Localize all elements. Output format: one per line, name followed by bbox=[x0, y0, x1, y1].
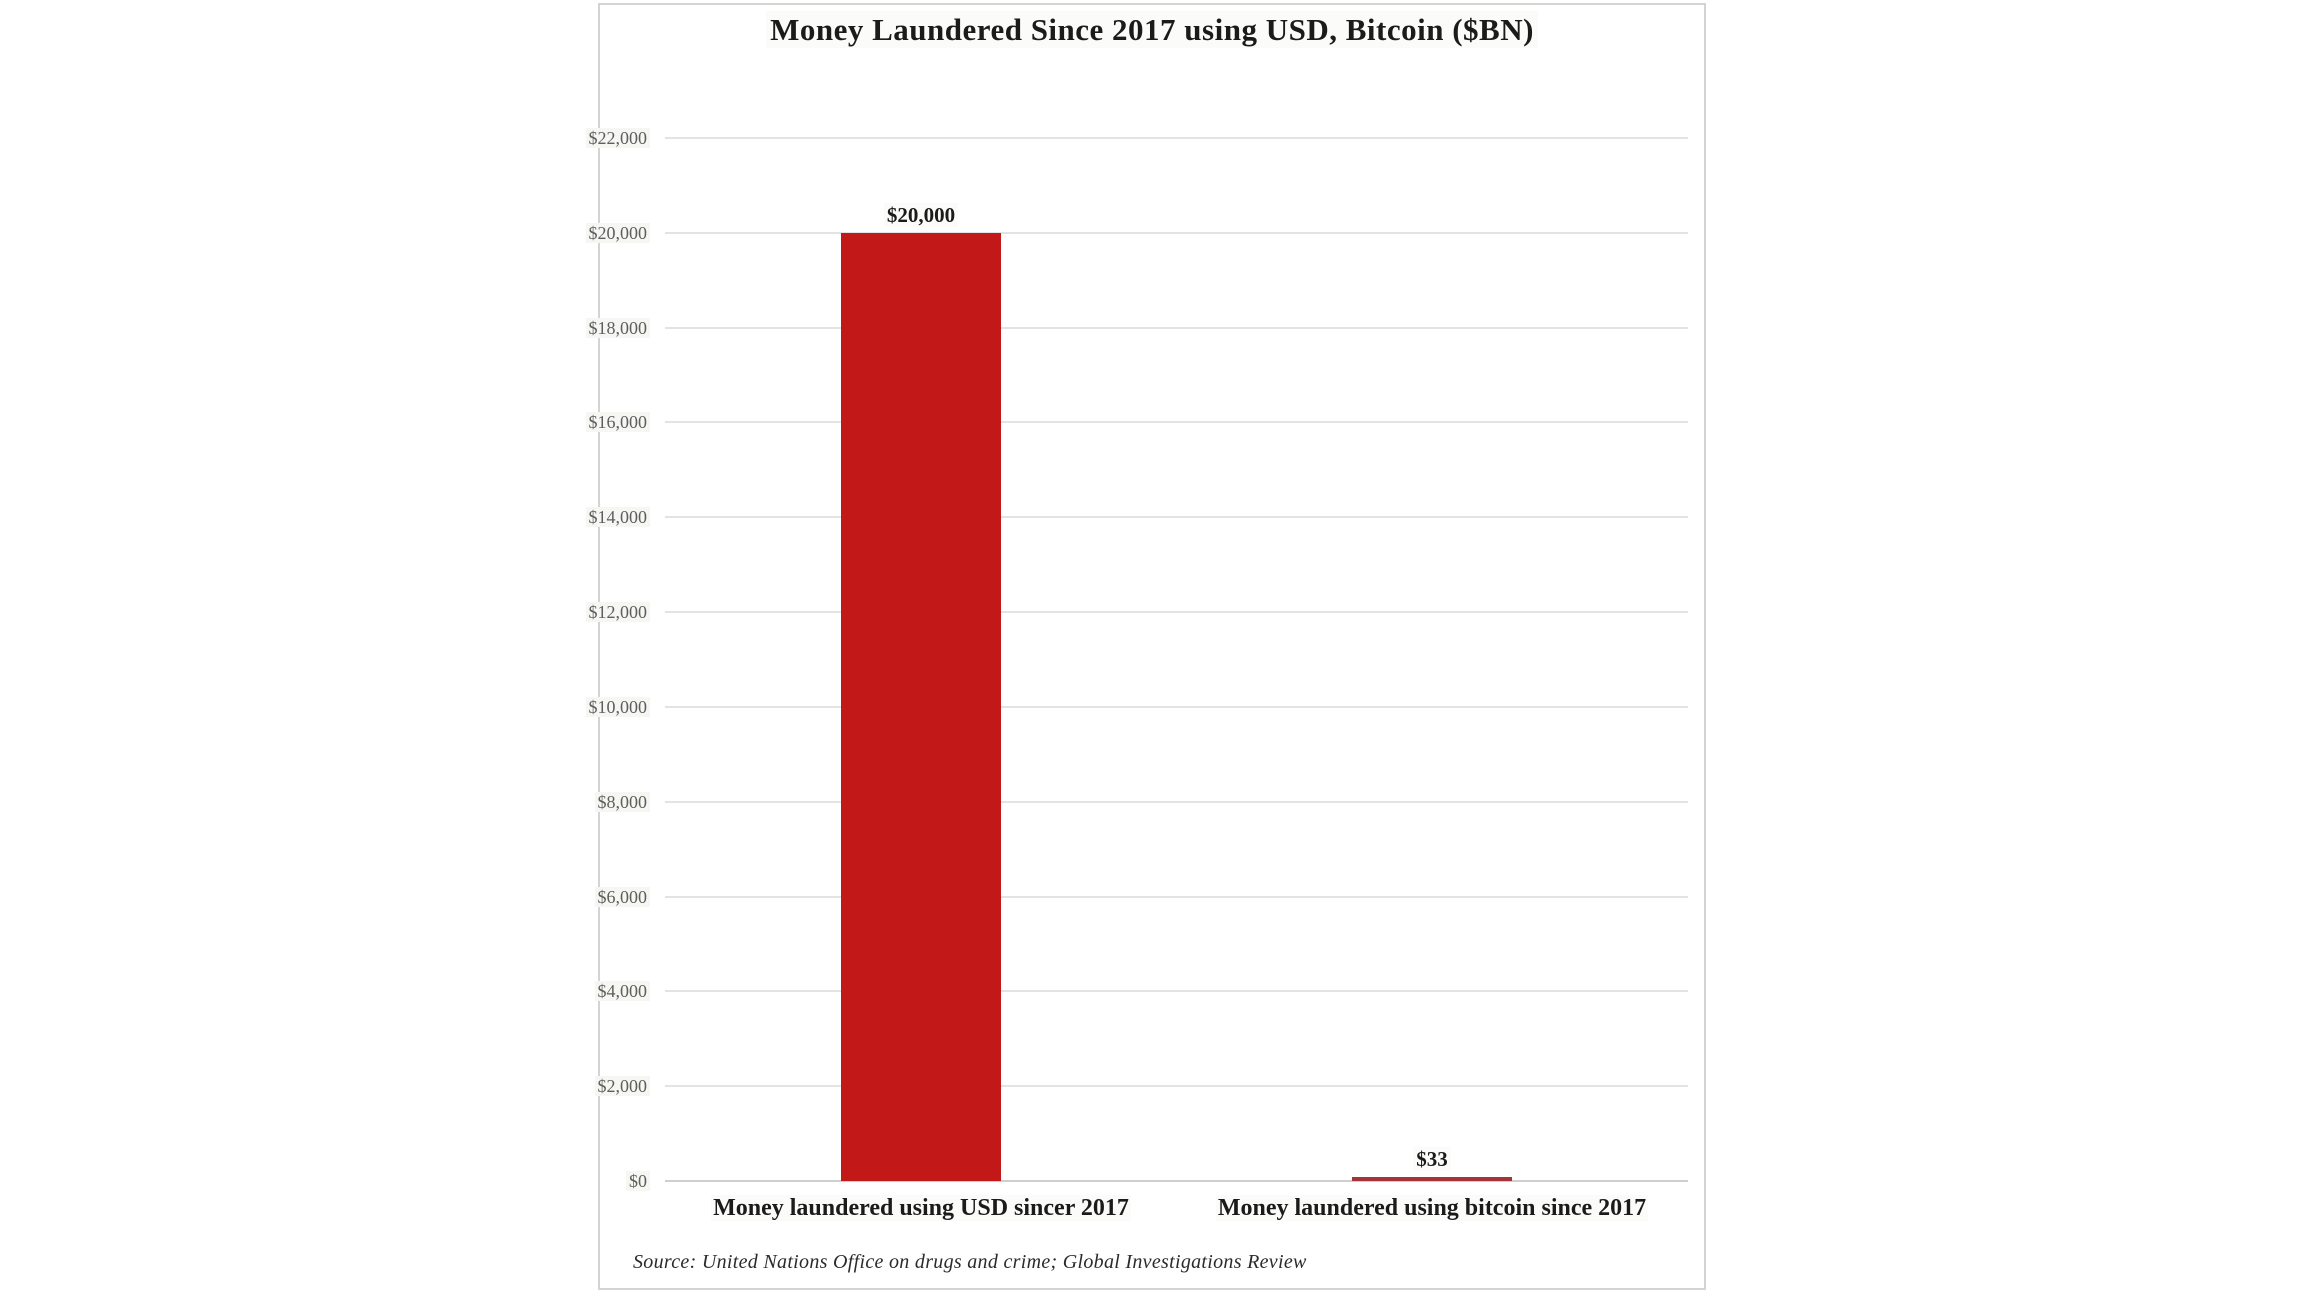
category-label-text: Money laundered using bitcoin since 2017 bbox=[1217, 1195, 1647, 1221]
x-axis-line bbox=[665, 1180, 1688, 1182]
y-tick-label-text: $2,000 bbox=[595, 1076, 651, 1096]
bar-value-label bbox=[1282, 1146, 1582, 1172]
y-tick-label bbox=[530, 317, 650, 339]
y-tick-label bbox=[530, 1170, 650, 1192]
gridline bbox=[665, 896, 1688, 898]
gridline bbox=[665, 137, 1688, 139]
gridline bbox=[665, 421, 1688, 423]
bar-value-text: $33 bbox=[1413, 1147, 1451, 1171]
y-tick-label-text: $4,000 bbox=[595, 981, 651, 1001]
category-label-text: Money laundered using USD sincer 2017 bbox=[713, 1195, 1129, 1221]
y-tick-label-text: $22,000 bbox=[586, 128, 651, 148]
y-tick-label bbox=[530, 222, 650, 244]
y-tick-label bbox=[530, 886, 650, 908]
y-tick-label-text: $16,000 bbox=[586, 412, 651, 432]
y-tick-label-text: $12,000 bbox=[586, 602, 651, 622]
gridline bbox=[665, 1085, 1688, 1087]
source-note-text: Source: United Nations Office on drugs and crime; Global Investigations Review bbox=[633, 1251, 1307, 1273]
gridline bbox=[665, 801, 1688, 803]
y-tick-label-text: $18,000 bbox=[586, 318, 651, 338]
bar-bitcoin bbox=[1352, 1177, 1512, 1181]
category-label bbox=[641, 1194, 1201, 1222]
gridline bbox=[665, 706, 1688, 708]
y-tick-label bbox=[530, 1075, 650, 1097]
y-tick-label-text: $14,000 bbox=[586, 507, 651, 527]
y-tick-label bbox=[530, 127, 650, 149]
y-tick-label-text: $8,000 bbox=[595, 792, 651, 812]
y-tick-label-text: $0 bbox=[626, 1171, 650, 1191]
chart-title-text: Money Laundered Since 2017 using USD, Bitcoin ($BN) bbox=[766, 11, 1538, 48]
y-tick-label-text: $10,000 bbox=[586, 697, 651, 717]
y-tick-label bbox=[530, 791, 650, 813]
y-tick-label bbox=[530, 601, 650, 623]
gridline bbox=[665, 990, 1688, 992]
gridline bbox=[665, 232, 1688, 234]
category-label bbox=[1152, 1194, 1712, 1222]
y-tick-label bbox=[530, 411, 650, 433]
y-tick-label-text: $6,000 bbox=[595, 887, 651, 907]
y-tick-label bbox=[530, 980, 650, 1002]
gridline bbox=[665, 516, 1688, 518]
chart-panel bbox=[598, 3, 1706, 1290]
y-tick-label-text: $20,000 bbox=[586, 223, 651, 243]
bar-value-text: $20,000 bbox=[884, 203, 958, 227]
gridline bbox=[665, 327, 1688, 329]
bar-value-label bbox=[771, 202, 1071, 228]
chart-title bbox=[598, 12, 1706, 48]
y-tick-label bbox=[530, 506, 650, 528]
source-note bbox=[633, 1251, 1307, 1274]
bar-usd bbox=[841, 233, 1001, 1181]
y-tick-label bbox=[530, 696, 650, 718]
gridline bbox=[665, 611, 1688, 613]
